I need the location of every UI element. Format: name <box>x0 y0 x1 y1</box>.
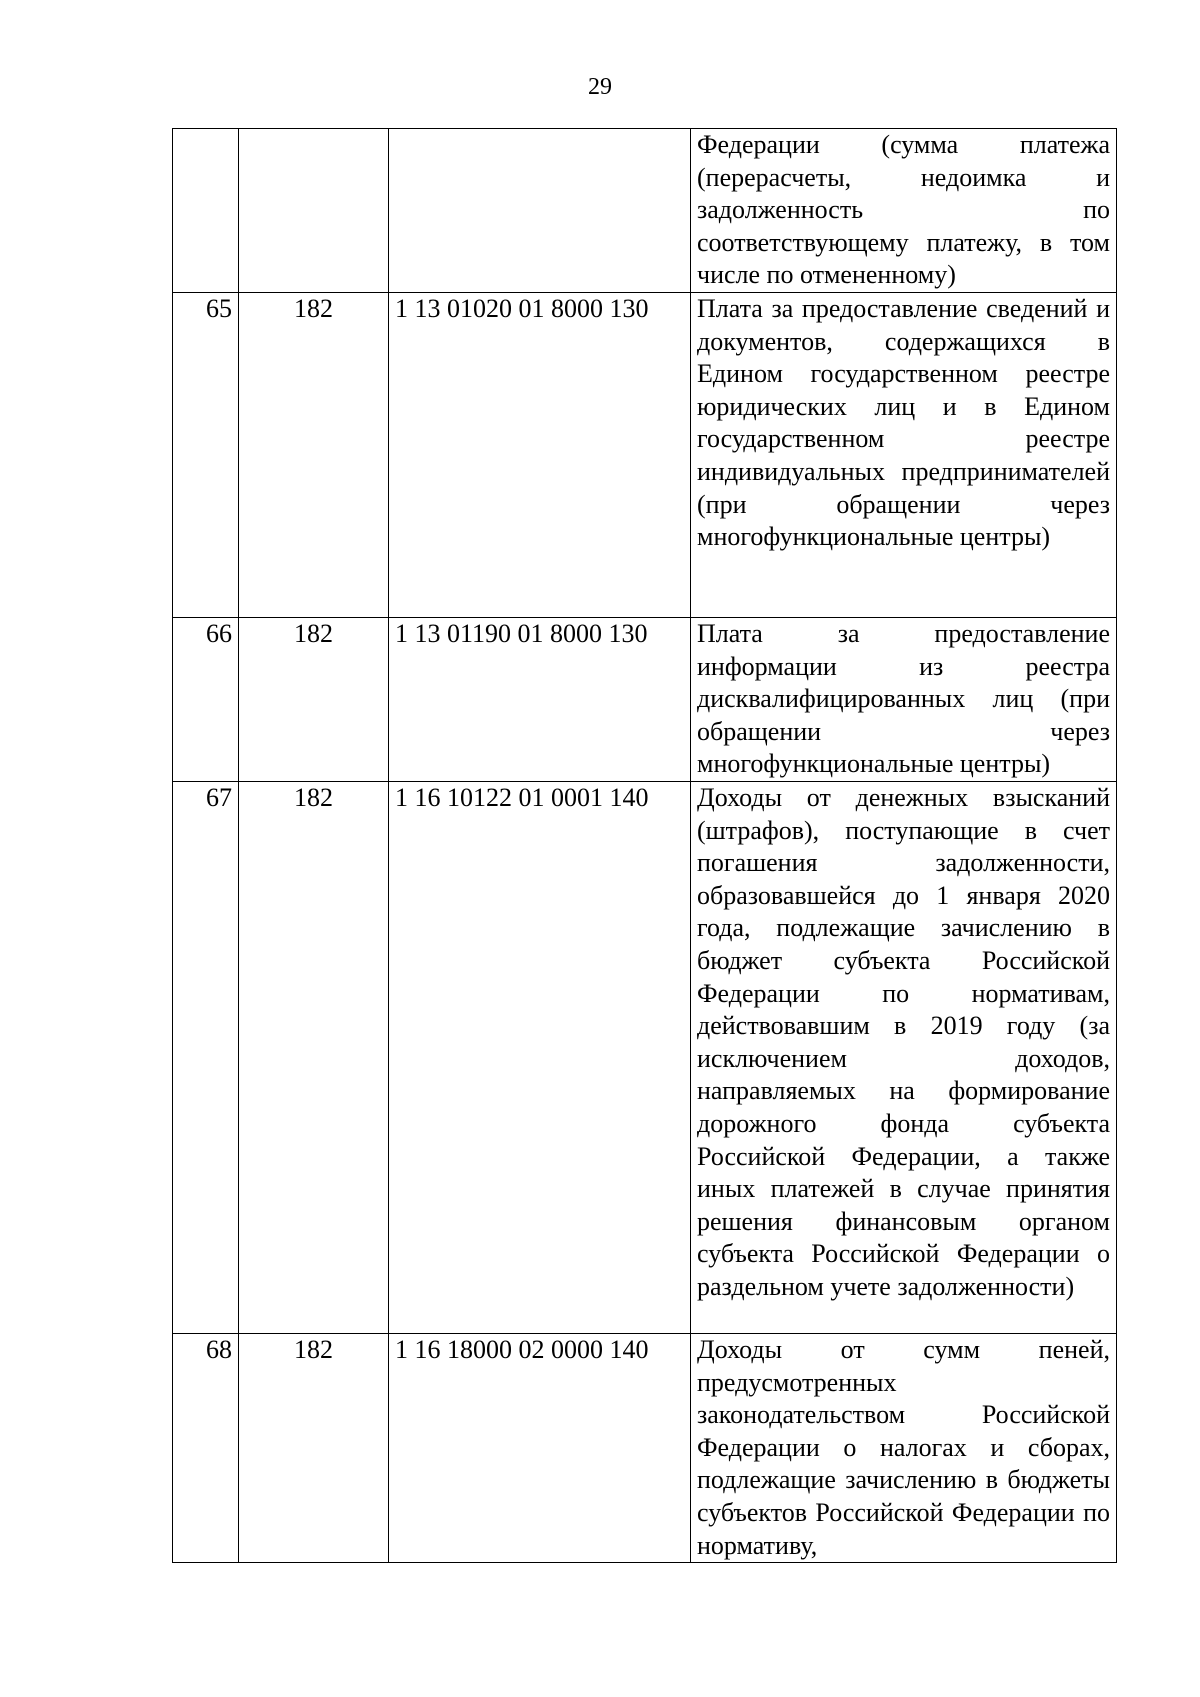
row-number-cell: 65 <box>173 292 239 617</box>
table-row <box>173 292 1117 617</box>
budget-classification-code-cell: 1 13 01020 01 8000 130 <box>389 292 691 617</box>
budget-classification-code-cell: 1 16 10122 01 0001 140 <box>389 781 691 1333</box>
administrator-code-cell: 182 <box>239 1333 389 1562</box>
table-row <box>173 617 1117 781</box>
revenue-codes-table <box>172 128 1117 1563</box>
revenue-description-cell: Плата за предоставление информации из реестра дисквалифицированных лиц (при обращении через многофункциональные центры) <box>691 617 1117 781</box>
revenue-description-cell: Плата за предоставление сведений и документов, содержащихся в Едином государственном реестре юридических лиц и в Едином государственном реестре индивидуальных предпринимателей (при обращении через многофункциональные центры) <box>691 292 1117 617</box>
budget-classification-code-cell <box>389 129 691 293</box>
table-row <box>173 129 1117 293</box>
row-number-cell <box>173 129 239 293</box>
budget-classification-code-cell: 1 16 18000 02 0000 140 <box>389 1333 691 1562</box>
administrator-code-cell: 182 <box>239 617 389 781</box>
row-number-cell: 66 <box>173 617 239 781</box>
revenue-description-cell: Доходы от денежных взысканий (штрафов), поступающие в счет погашения задолженности, образовавшейся до 1 января 2020 года, подлежащие зачислению в бюджет субъекта Российской Федерации по нормативам, действовавшим в 2019 году (за исключением доходов, направляемых на формирование дорожного фонда субъекта Российской Федерации, а также иных платежей в случае принятия решения финансовым органом субъекта Российской Федерации о раздельном учете задолженности) <box>691 781 1117 1333</box>
administrator-code-cell: 182 <box>239 781 389 1333</box>
row-number-cell: 68 <box>173 1333 239 1562</box>
page-number: 29 <box>588 74 612 100</box>
revenue-description-cell: Доходы от сумм пеней, предусмотренных законодательством Российской Федерации о налогах и сборах, подлежащие зачислению в бюджеты субъектов Российской Федерации по нормативу, <box>691 1333 1117 1562</box>
row-number-cell: 67 <box>173 781 239 1333</box>
revenue-description-cell: Федерации (сумма платежа (перерасчеты, недоимка и задолженность по соответствующему платежу, в том числе по отмененному) <box>691 129 1117 293</box>
budget-classification-code-cell: 1 13 01190 01 8000 130 <box>389 617 691 781</box>
table-row <box>173 1333 1117 1562</box>
table-row <box>173 781 1117 1333</box>
administrator-code-cell <box>239 129 389 293</box>
administrator-code-cell: 182 <box>239 292 389 617</box>
